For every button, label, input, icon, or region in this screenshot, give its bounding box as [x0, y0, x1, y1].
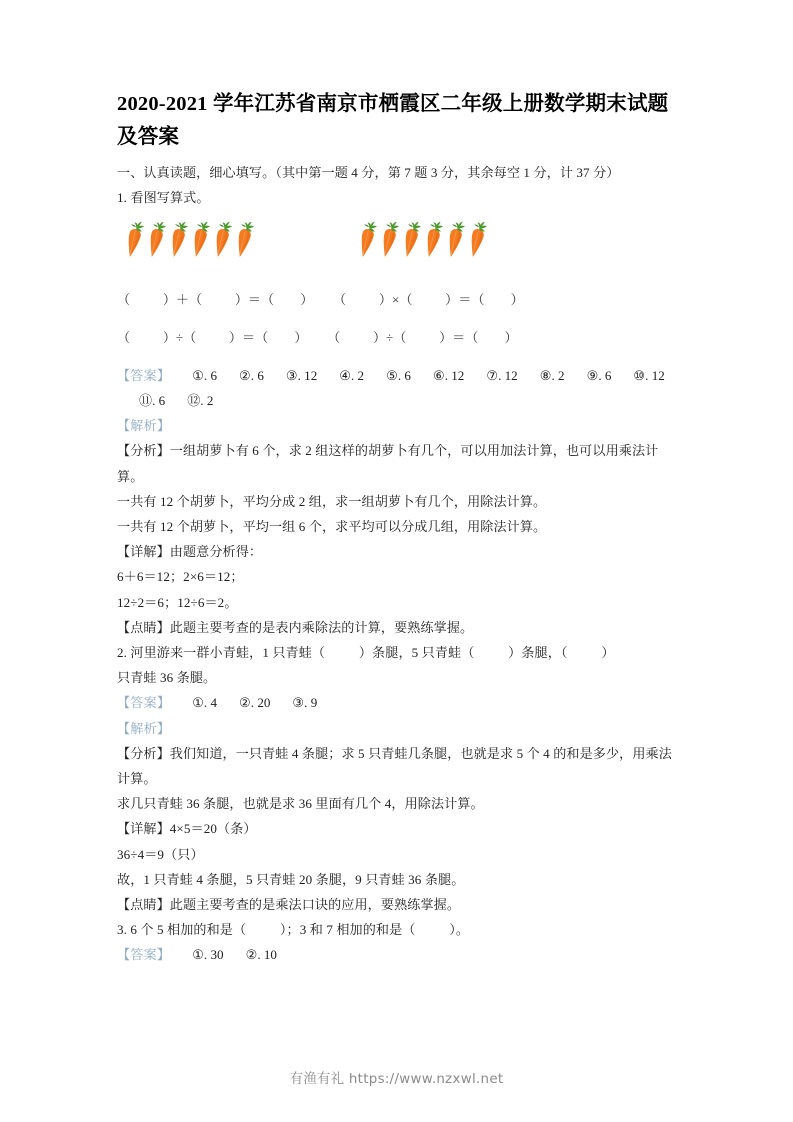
answer-item: ③. 9: [292, 695, 318, 711]
analysis-label: 【解析】: [117, 418, 171, 434]
answer-item: ②. 6: [239, 367, 264, 383]
page-title: 2020-2021 学年江苏省南京市栖霞区二年级上册数学期末试题及答案: [117, 93, 669, 148]
question-1-analysis-paragraph: 【详解】由题意分析得：: [117, 544, 263, 560]
question-2-stem-line-1: 2. 河里游来一群小青蛙，1 只青蛙（ ）条腿，5 只青蛙（ ）条腿，（ ）: [117, 644, 615, 660]
question-1-analysis-paragraph: 6＋6＝12；2×6＝12；: [117, 569, 244, 585]
section-heading: 一、认真读题，细心填写。（其中第一题 4 分，第 7 题 3 分，其余每空 1 分，计 37 分）: [117, 165, 620, 180]
carrot-group-right: [355, 217, 487, 263]
footer-watermark: 有渔有礼 https://www.nzxwl.net: [289, 1072, 504, 1087]
analysis-label: 【解析】: [117, 720, 171, 736]
question-1-analysis-paragraph: 【分析】一组胡萝卜有 6 个，求 2 组这样的胡萝卜有几个，可以用加法计算，也可以用乘法计算。: [117, 443, 659, 484]
document-content: [117, 88, 679, 968]
answer-item: ⑨. 6: [586, 367, 612, 383]
question-2-analysis-paragraph: 【点睛】此题主要考查的是乘法口诀的应用，要熟练掌握。: [117, 896, 461, 912]
question-2-answer: [117, 690, 679, 715]
question-2-analysis-paragraph: 【详解】4×5＝20（条）: [117, 821, 257, 837]
carrot-icon: [210, 217, 234, 263]
carrot-icon: [377, 217, 401, 263]
question-3-answer: [117, 942, 679, 967]
question-1-formula-line-1: （ ）＋（ ）＝（ ） （ ）×（ ）＝（ ）: [117, 291, 524, 307]
carrot-icon: [232, 217, 256, 263]
question-2-analysis-paragraph: 36÷4＝9（只）: [117, 846, 204, 862]
answer-item: ②. 10: [245, 947, 277, 963]
answer-item: ⑤. 6: [386, 367, 411, 383]
question-2-analysis-label: [117, 716, 679, 741]
answer-item: ②. 20: [239, 695, 271, 711]
carrot-icon: [421, 217, 445, 263]
answer-item: ⑧. 2: [539, 367, 565, 383]
carrot-icon: [355, 217, 379, 263]
question-2-stem-line-2: 只青蛙 36 条腿。: [117, 670, 217, 686]
carrot-icon: [122, 217, 146, 263]
carrot-icon: [465, 217, 489, 263]
carrot-icon: [399, 217, 423, 263]
carrot-icon: [166, 217, 190, 263]
question-1-stem: 1. 看图写算式。: [117, 190, 210, 206]
question-1-analysis-paragraph: 一共有 12 个胡萝卜，平均一组 6 个，求平均可以分成几组，用除法计算。: [117, 518, 547, 534]
question-1-answer: [117, 363, 679, 413]
answer-label: 【答案】: [117, 947, 171, 963]
question-1-analysis-paragraph: 【点睛】此题主要考查的是表内乘除法的计算，要熟练掌握。: [117, 619, 474, 635]
answer-item: ④. 2: [339, 367, 365, 383]
carrot-icon: [443, 217, 467, 263]
answer-item: ①. 6: [192, 367, 218, 383]
answer-item: ⑫. 2: [187, 392, 214, 408]
question-3-stem: 3. 6 个 5 相加的和是（ ）；3 和 7 相加的和是（ ）。: [117, 922, 470, 938]
question-1-formula-line-2: （ ）÷（ ）＝（ ） （ ）÷（ ）＝（ ）: [117, 329, 518, 345]
carrot-icon: [144, 217, 168, 263]
question-1-analysis-paragraph: 一共有 12 个胡萝卜，平均分成 2 组，求一组胡萝卜有几个，用除法计算。: [117, 493, 547, 509]
answer-item: ⑦. 12: [486, 367, 518, 383]
answer-item: ⑪. 6: [139, 392, 166, 408]
question-2-analysis-paragraph: 故，1 只青蛙 4 条腿，5 只青蛙 20 条腿，9 只青蛙 36 条腿。: [117, 871, 465, 887]
question-1-analysis-label: [117, 413, 679, 438]
answer-item: ①. 30: [192, 947, 224, 963]
question-1-analysis-paragraph: 12÷2＝6；12÷6＝2。: [117, 594, 238, 610]
answer-label: 【答案】: [117, 367, 171, 383]
carrot-icon: [188, 217, 212, 263]
answer-label: 【答案】: [117, 695, 171, 711]
answer-item: ⑥. 12: [432, 367, 465, 383]
answer-item: ③. 12: [285, 367, 318, 383]
question-2-analysis-paragraph: 求几只青蛙 36 条腿，也就是求 36 里面有几个 4，用除法计算。: [117, 796, 484, 812]
answer-item: ①. 4: [192, 695, 218, 711]
answer-item: ⑩. 12: [633, 367, 665, 383]
question-2-analysis-paragraph: 【分析】我们知道，一只青蛙 4 条腿；求 5 只青蛙几条腿，也就是求 5 个 4 的和是多少，用乘法计算。: [117, 745, 672, 786]
carrot-figure: [117, 217, 679, 273]
carrot-group-left: [122, 217, 254, 263]
